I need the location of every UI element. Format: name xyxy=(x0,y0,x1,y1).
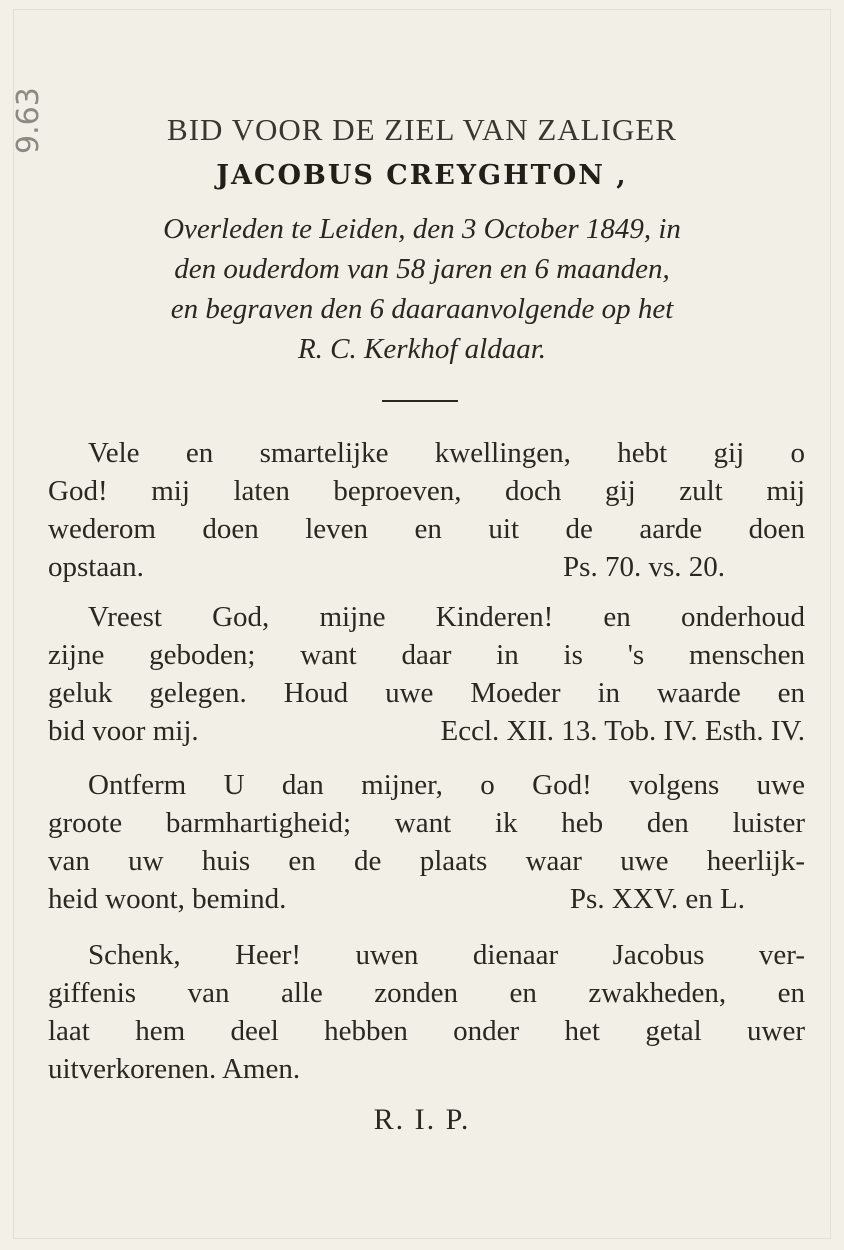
heading-line: BID VOOR DE ZIEL VAN ZALIGER xyxy=(167,112,677,147)
detail-line: Overleden te Leiden, den 3 October 1849, in xyxy=(163,213,681,245)
paragraph-line: groote barmhartigheid; want ik heb den luister xyxy=(48,807,805,839)
paragraph-line: Vele en smartelijke kwellingen, hebt gij o xyxy=(88,437,805,469)
paragraph-end-text: opstaan. xyxy=(48,551,144,583)
paragraph-line: geluk gelegen. Houd uwe Moeder in waarde en xyxy=(48,677,805,709)
scripture-reference: Eccl. XII. 13. Tob. IV. Esth. IV. xyxy=(440,715,805,747)
prayer-paragraph xyxy=(48,598,805,750)
paragraph-line: Vreest God, mijne Kinderen! en onderhoud xyxy=(88,601,805,633)
prayer-paragraph xyxy=(48,434,805,586)
detail-line: R. C. Kerkhof aldaar. xyxy=(297,333,547,365)
paragraph-line: van uw huis en de plaats waar uwe heerlijk- xyxy=(48,845,805,877)
paragraph-end-text: uitverkorenen. Amen. xyxy=(48,1053,301,1085)
paragraph-line: zijne geboden; want daar in is 's menschen xyxy=(48,639,805,671)
scripture-reference: Ps. 70. vs. 20. xyxy=(563,551,725,583)
paragraph-last-line xyxy=(48,880,805,918)
paragraph-end-text: heid woont, bemind. xyxy=(48,883,287,915)
closing-rip: R. I. P. xyxy=(373,1103,471,1136)
paragraph-last-line xyxy=(48,548,805,586)
paragraph-last-line xyxy=(48,1050,805,1088)
paragraph-line: Schenk, Heer! uwen dienaar Jacobus ver- xyxy=(88,939,805,971)
paragraph-line: laat hem deel hebben onder het getal uwer xyxy=(48,1015,805,1047)
handwritten-number: 9.63 xyxy=(11,87,46,154)
deceased-name: JACOBUS CREYGHTON , xyxy=(216,160,628,191)
paragraph-line: wederom doen leven en uit de aarde doen xyxy=(48,513,805,545)
paragraph-line: Ontferm U dan mijner, o God! volgens uwe xyxy=(88,769,805,801)
paragraph-last-line xyxy=(48,712,805,750)
paragraph-line: God! mij laten beproeven, doch gij zult mij xyxy=(48,475,805,507)
prayer-paragraph xyxy=(48,936,805,1088)
paragraph-line: giffenis van alle zonden en zwakheden, en xyxy=(48,977,805,1009)
paragraph-end-text: bid voor mij. xyxy=(48,715,199,747)
scripture-reference: Ps. XXV. en L. xyxy=(569,883,745,915)
prayer-paragraph xyxy=(48,766,805,918)
detail-line: den ouderdom van 58 jaren en 6 maanden, xyxy=(174,253,670,285)
divider xyxy=(382,400,458,402)
detail-line: en begraven den 6 daaraanvolgende op het xyxy=(170,293,674,325)
